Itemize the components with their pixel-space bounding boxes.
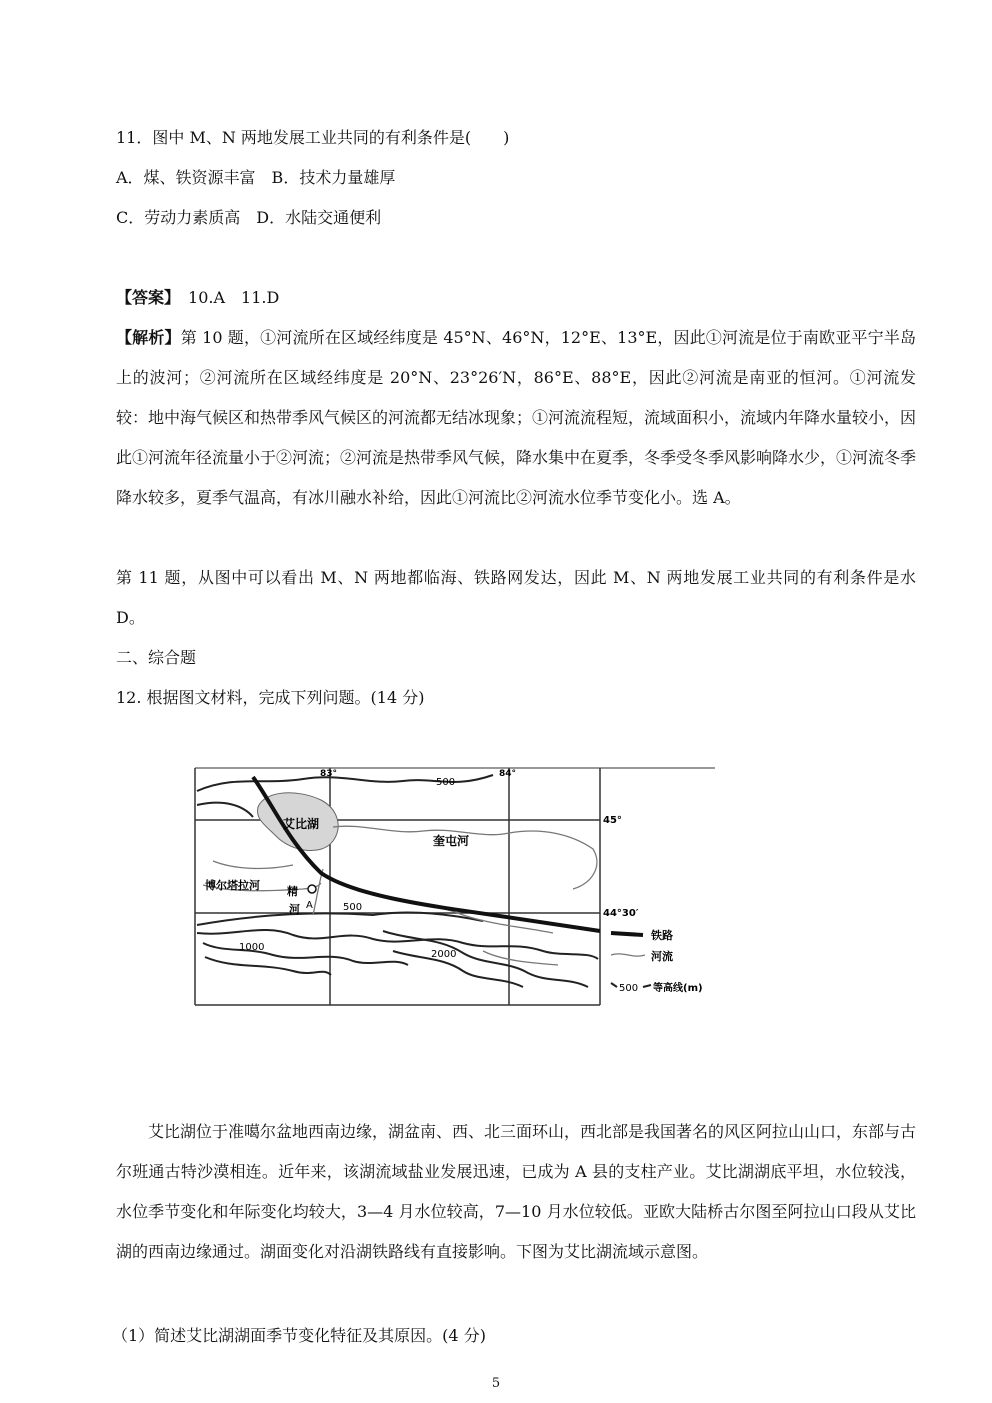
analysis-paragraph-2: 第 11 题，从图中可以看出 M、N 两地都临海、铁路网发达，因此 M、N 两地发展工业共同的有利条件是水 D。 (116, 568, 916, 627)
analysis-paragraph-1 (116, 318, 916, 518)
analysis-text-1: 第 10 题，①河流所在区域经纬度是 45°N、46°N，12°E、13°E，因此①河流是位于南欧亚平宁半岛上的波河；②河流所在区域经纬度是 20°N、23°26′N，86°E、88°E，因此②河流是南亚的恒河。①河流发较：地中海气候区和热带季风气候区的河流都无结冰现象；①河流流程短，流域面积小，流域内年降水量较小，因此①河流年径流量小于②河流；②河流是热带季风气候，降水集中在夏季，冬季受冬季风影响降水少，①河流冬季降水较多，夏季气温高，有冰川融水补给，因此①河流比②河流水位季节变化小。选 A。 (116, 328, 917, 507)
legend-river-symbol (611, 954, 645, 956)
analysis-label: 【解析】 (116, 328, 181, 347)
legend-river-label: 河流 (651, 950, 673, 963)
lon-83-label: 83° (320, 769, 338, 779)
q11-stem: 11．图中 M、N 两地发展工业共同的有利条件是( ) (116, 128, 510, 147)
answer-label: 【答案】 (116, 288, 173, 307)
contour-500-label-mid: 500 (343, 902, 363, 913)
lat-45-label: 45° (603, 815, 622, 826)
bortala-river-label: 博尔塔拉河 (205, 879, 260, 892)
kuitun-river-label: 奎屯河 (433, 834, 470, 848)
lon-84-label: 84° (499, 769, 517, 779)
aibi-lake-basin-map (193, 765, 733, 1010)
legend-railway-symbol (611, 933, 643, 935)
legend-contour-symbol (611, 983, 617, 987)
legend-railway-label: 铁路 (651, 929, 673, 942)
q12-passage: 艾比湖位于准噶尔盆地西南边缘，湖盆南、西、北三面环山，西北部是我国著名的风区阿拉山山口，东部与古尔班通古特沙漠相连。近年来，该湖流域盐业发展迅速，已成为 A 县的支柱产业。艾比湖湖底平坦，水位较浅，水位季节变化和年际变化均较大，3—4 月水位较高，7—10 月水位较低。亚欧大陆桥古尔图至阿拉山口段从艾比湖的西南边缘通过。湖面变化对沿湖铁路线有直接影响。下图为艾比湖流域示意图。 (116, 1122, 917, 1261)
legend-contour-value: 500 (619, 983, 639, 994)
lat-4430-label: 44°30′ (603, 908, 639, 919)
county-a-marker (308, 885, 316, 893)
q12-stem: 12. 根据图文材料，完成下列问题。(14 分) (116, 688, 425, 707)
point-a-label: A (306, 900, 313, 911)
answer-text: 10.A 11.D (172, 288, 280, 307)
q11-options-ab: A．煤、铁资源丰富 B．技术力量雄厚 (116, 168, 396, 187)
jing-river-label-1: 精 (287, 885, 298, 898)
contour-1000-label: 1000 (239, 942, 265, 953)
legend-contour-label: 等高线(m) (653, 983, 703, 994)
q12-subquestion-1: （1）简述艾比湖湖面季节变化特征及其原因。(4 分) (112, 1326, 486, 1345)
lake-label: 艾比湖 (283, 817, 320, 831)
contour-2000-label: 2000 (431, 949, 457, 960)
answer-line (116, 288, 279, 308)
contour-500-label-top: 500 (436, 777, 456, 788)
jing-river-label-2: 河 (289, 903, 300, 916)
map-legend (611, 928, 703, 994)
section-heading: 二、综合题 (116, 648, 197, 667)
page-number: 5 (491, 1376, 501, 1391)
q11-options-cd: C．劳动力素质高 D．水陆交通便利 (116, 208, 382, 227)
